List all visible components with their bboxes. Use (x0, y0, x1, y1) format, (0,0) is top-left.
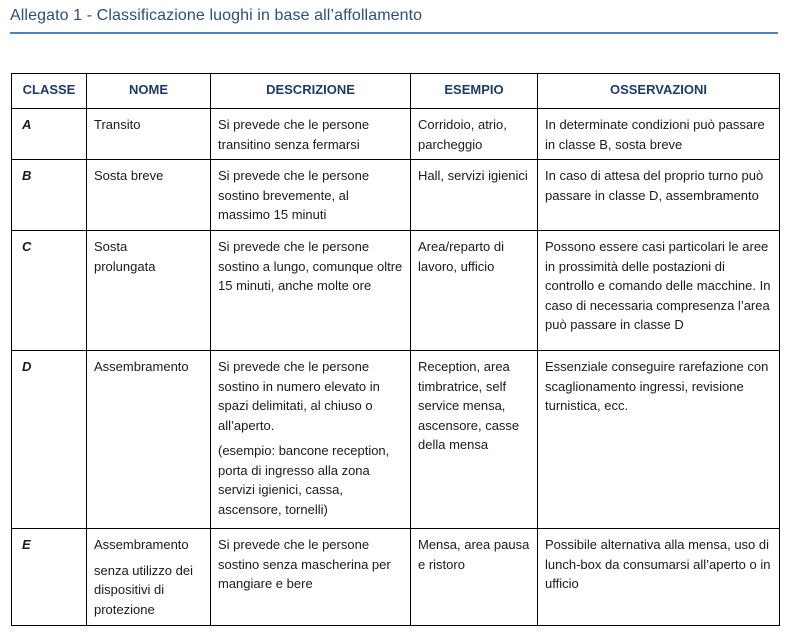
descrizione-text: Si prevede che le persone sostino in numero elevato in spazi delimitati, al chiuso o all’aperto. (218, 359, 380, 433)
cell-classe: C (12, 231, 87, 351)
cell-nome (87, 529, 211, 626)
cell-nome: Sosta prolungata (87, 231, 211, 351)
cell-esempio: Hall, servizi igienici (411, 160, 538, 231)
cell-classe: B (12, 160, 87, 231)
header-classe: CLASSE (12, 74, 87, 109)
cell-esempio: Reception, area timbratrice, self service mensa, ascensore, casse della mensa (411, 351, 538, 529)
header-osservazioni: OSSERVAZIONI (538, 74, 780, 109)
table-row (12, 160, 780, 231)
cell-osservazioni: Essenziale conseguire rarefazione con scaglionamento ingressi, revisione turnistica, ecc. (538, 351, 780, 529)
header-nome: NOME (87, 74, 211, 109)
table-row (12, 231, 780, 351)
document-heading: Allegato 1 - Classificazione luoghi in base all’affollamento (10, 7, 423, 24)
header-esempio: ESEMPIO (411, 74, 538, 109)
heading-underline (10, 32, 778, 34)
cell-nome: Sosta breve (87, 160, 211, 231)
nome-text: Assembramento (94, 537, 189, 552)
cell-nome: Assembramento (87, 351, 211, 529)
cell-nome: Transito (87, 109, 211, 160)
cell-osservazioni: Possibile alternativa alla mensa, uso di lunch-box da consumarsi all’aperto o in ufficio (538, 529, 780, 626)
table-row (12, 529, 780, 626)
table-row (12, 109, 780, 160)
cell-descrizione: Si prevede che le persone sostino senza mascherina per mangiare e bere (211, 529, 411, 626)
cell-osservazioni: In caso di attesa del proprio turno può passare in classe D, assembramento (538, 160, 780, 231)
nome-note: senza utilizzo dei dispositivi di protezione (94, 562, 193, 617)
cell-esempio: Mensa, area pausa e ristoro (411, 529, 538, 626)
cell-descrizione: Si prevede che le persone sostino brevemente, al massimo 15 minuti (211, 160, 411, 231)
cell-osservazioni: In determinate condizioni può passare in classe B, sosta breve (538, 109, 780, 160)
cell-esempio: Area/reparto di lavoro, ufficio (411, 231, 538, 351)
table-row (12, 351, 780, 529)
classification-table (11, 73, 780, 626)
cell-descrizione: Si prevede che le persone transitino senza fermarsi (211, 109, 411, 160)
header-descrizione: DESCRIZIONE (211, 74, 411, 109)
cell-esempio: Corridoio, atrio, parcheggio (411, 109, 538, 160)
cell-osservazioni: Possono essere casi particolari le aree in prossimità delle postazioni di controllo e comando delle macchine. In caso di necessaria compresenza l’area può passare in classe D (538, 231, 780, 351)
cell-classe: E (12, 529, 87, 626)
cell-classe: A (12, 109, 87, 160)
cell-descrizione: Si prevede che le persone sostino a lungo, comunque oltre 15 minuti, anche molte ore (211, 231, 411, 351)
cell-classe: D (12, 351, 87, 529)
cell-descrizione (211, 351, 411, 529)
descrizione-note: (esempio: bancone reception, porta di ingresso alla zona servizi igienici, cassa, ascensore, tornelli) (218, 443, 390, 517)
table-header-row (12, 74, 780, 109)
